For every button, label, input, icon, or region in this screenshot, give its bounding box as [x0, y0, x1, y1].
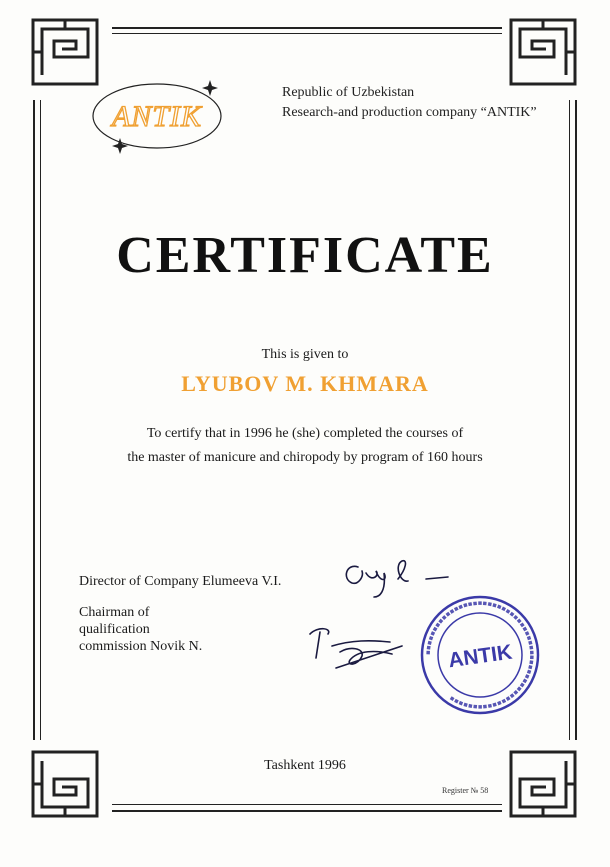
corner-ornament-top-right — [508, 17, 578, 87]
svg-text:▪▪▪▪▪▪▪▪▪▪▪▪▪▪▪▪▪▪▪▪▪▪▪▪▪▪▪▪▪▪: ▪▪▪▪▪▪▪▪▪▪▪▪▪▪▪▪▪▪▪▪▪▪▪▪▪▪▪▪▪▪▪▪▪▪▪▪▪▪▪▪▪▪▪▪▪▪▪▪▪▪▪▪▪▪▪▪ — [423, 598, 537, 712]
frame-bottom-line — [112, 810, 502, 812]
frame-right-line-inner — [569, 100, 570, 740]
chairman-label-line-3: commission Novik N. — [79, 639, 203, 654]
register-number: Register № 58 — [442, 786, 489, 795]
logo-text: ANTIK — [111, 100, 203, 133]
recipient-name: LYUBOV M. KHMARA — [181, 371, 429, 396]
place-date: Tashkent 1996 — [264, 758, 346, 773]
certify-text-line-1: To certify that in 1996 he (she) completed the courses of — [146, 426, 464, 441]
chairman-label-line-2: qualification — [79, 622, 150, 637]
chairman-signature — [292, 620, 412, 676]
given-to-label: This is given to — [261, 347, 349, 362]
frame-left-line-inner — [40, 100, 41, 740]
frame-top-line — [112, 27, 502, 29]
certify-text-line-2: the master of manicure and chiropody by program of 160 hours — [127, 450, 483, 465]
frame-top-line-inner — [112, 33, 502, 34]
chairman-label-line-1: Chairman of — [79, 605, 150, 620]
company-line: Research-and production company “ANTIK” — [282, 105, 537, 120]
company-stamp — [418, 593, 542, 717]
stamp-text: ANTIK — [446, 640, 514, 673]
antik-logo — [86, 74, 228, 158]
country-line: Republic of Uzbekistan — [282, 85, 415, 100]
certificate-title: CERTIFICATE — [116, 227, 494, 284]
frame-right-line — [575, 100, 577, 740]
director-label: Director of Company Elumeeva V.I. — [79, 574, 282, 589]
frame-left-line — [33, 100, 35, 740]
frame-bottom-line-inner — [112, 804, 502, 805]
